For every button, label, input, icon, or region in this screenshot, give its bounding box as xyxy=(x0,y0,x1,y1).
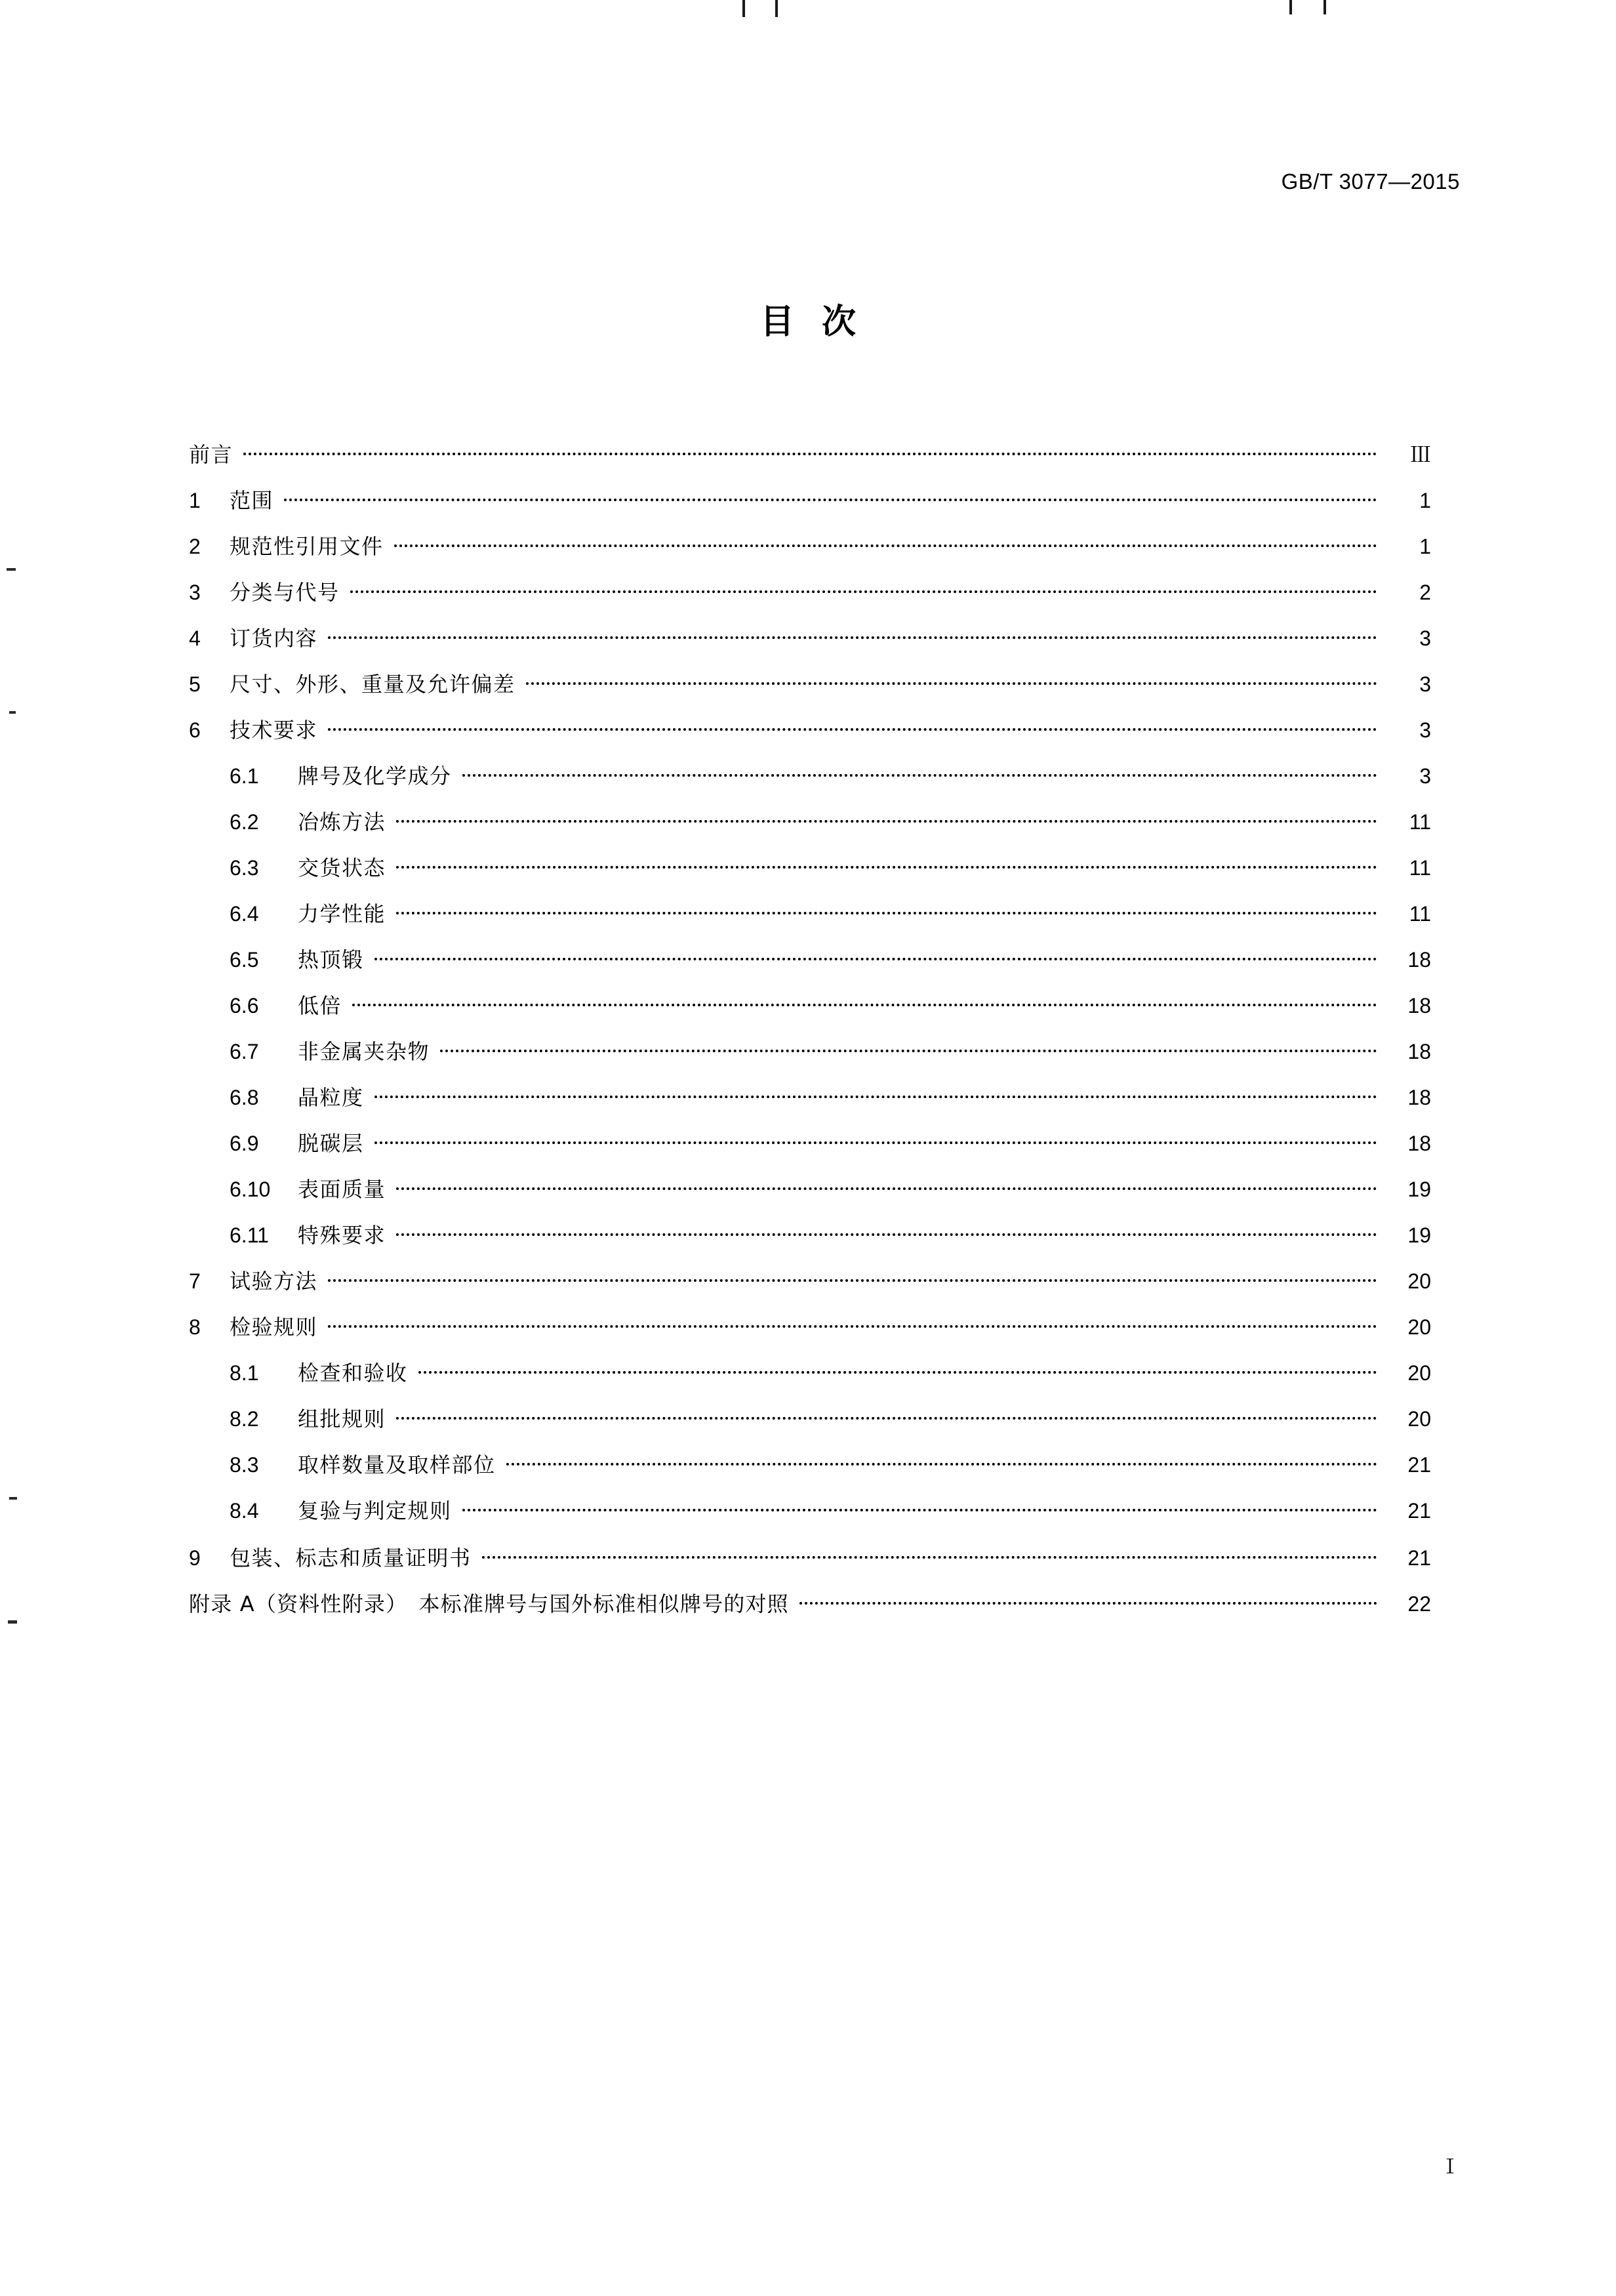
toc-entry-8-4[interactable] xyxy=(189,1497,1431,1543)
leader-dots xyxy=(284,487,1377,508)
toc-entry-label: 取样数量及取样部位 xyxy=(298,1452,496,1477)
footer-page-number: Ⅰ xyxy=(1440,2156,1460,2178)
leader-dots xyxy=(396,808,1377,829)
crop-mark-top-right xyxy=(1289,0,1292,14)
toc-entry-page: 21 xyxy=(1407,1546,1431,1570)
toc-entry-4[interactable] xyxy=(189,625,1431,670)
toc-entry-number: 6 xyxy=(189,718,201,742)
toc-entry-page: 3 xyxy=(1419,718,1431,742)
toc-entry-label: 检验规则 xyxy=(230,1315,318,1340)
toc-entry-page: 1 xyxy=(1419,535,1431,558)
toc-entry-page: 18 xyxy=(1407,948,1431,972)
toc-entry-label: 非金属夹杂物 xyxy=(298,1039,430,1064)
toc-entry-page: 2 xyxy=(1419,581,1431,604)
toc-entry-number: 8.1 xyxy=(230,1361,259,1385)
leader-dots xyxy=(350,579,1377,600)
toc-entry-number: 6.8 xyxy=(230,1086,259,1109)
toc-entry-9[interactable] xyxy=(189,1544,1431,1590)
toc-entry-5[interactable] xyxy=(189,670,1431,716)
toc-entry-page: Ⅲ xyxy=(1409,443,1431,466)
toc-entry-page: 3 xyxy=(1419,626,1431,650)
leader-dots xyxy=(374,1130,1377,1151)
toc-entry-page: 3 xyxy=(1419,764,1431,788)
toc-entry-page: 21 xyxy=(1407,1499,1431,1523)
toc-entry-label: 包装、标志和质量证明书 xyxy=(230,1546,472,1570)
toc-entry-page: 20 xyxy=(1407,1269,1431,1293)
toc-entry-number: 7 xyxy=(189,1269,201,1293)
toc-entry-6-3[interactable] xyxy=(189,854,1431,900)
toc-entry-page: 18 xyxy=(1407,1040,1431,1063)
toc-entry-number: 6.4 xyxy=(230,902,259,926)
toc-entry-page: 11 xyxy=(1409,856,1431,880)
toc-entry-label: 订货内容 xyxy=(230,626,318,651)
toc-entry-number: 2 xyxy=(189,535,201,558)
toc-entry-6-2[interactable] xyxy=(189,808,1431,854)
toc-entry-number: 8.3 xyxy=(230,1453,259,1477)
toc-entry-number: 6.10 xyxy=(230,1178,271,1201)
toc-entry-label: 热顶锻 xyxy=(298,947,364,972)
toc-entry-label: 晶粒度 xyxy=(298,1085,364,1110)
edge-tick-3 xyxy=(9,1497,17,1500)
toc-entry-6-10[interactable] xyxy=(189,1176,1431,1221)
toc-entry-number: 3 xyxy=(189,581,201,604)
leader-dots xyxy=(374,1084,1377,1105)
crop-mark-top-far-right xyxy=(1323,0,1326,14)
toc-entry-6-4[interactable] xyxy=(189,900,1431,946)
toc-entry-6-9[interactable] xyxy=(189,1130,1431,1176)
leader-dots xyxy=(328,625,1377,646)
toc-entry-8[interactable] xyxy=(189,1313,1431,1359)
toc-entry-page: 3 xyxy=(1419,672,1431,696)
toc-entry-6-8[interactable] xyxy=(189,1084,1431,1130)
toc-entry-page: 18 xyxy=(1407,994,1431,1017)
toc-entry-label: 范围 xyxy=(230,488,274,513)
toc-entry-foreword[interactable] xyxy=(189,441,1431,487)
toc-entry-page: 20 xyxy=(1407,1361,1431,1385)
toc-entry-label: 冶炼方法 xyxy=(298,810,386,834)
toc-entry-page: 20 xyxy=(1407,1315,1431,1339)
leader-dots xyxy=(396,1176,1377,1197)
leader-dots xyxy=(352,992,1377,1013)
edge-tick-4 xyxy=(8,1620,17,1624)
leader-dots xyxy=(396,854,1377,875)
toc-entry-label: 复验与判定规则 xyxy=(298,1498,452,1523)
toc-entry-6-1[interactable] xyxy=(189,762,1431,808)
toc-entry-number: 6.11 xyxy=(230,1223,269,1247)
standard-number: GB/T 3077—2015 xyxy=(1281,169,1460,194)
leader-dots xyxy=(506,1451,1377,1472)
toc-entry-number: 6.5 xyxy=(230,948,259,972)
toc-entry-label: 尺寸、外形、重量及允许偏差 xyxy=(230,672,515,697)
toc-entry-3[interactable] xyxy=(189,579,1431,625)
toc-entry-page: 1 xyxy=(1419,489,1431,512)
leader-dots xyxy=(526,670,1377,691)
toc-entry-label: 附录 A（资料性附录） 本标准牌号与国外标准相似牌号的对照 xyxy=(189,1591,789,1616)
toc-entry-label: 低倍 xyxy=(298,993,342,1018)
table-of-contents xyxy=(189,441,1431,1636)
toc-entry-label: 交货状态 xyxy=(298,855,386,880)
leader-dots xyxy=(396,1405,1377,1426)
toc-entry-number: 8.2 xyxy=(230,1407,259,1431)
leader-dots xyxy=(396,1221,1377,1242)
leader-dots xyxy=(328,716,1377,737)
toc-entry-2[interactable] xyxy=(189,533,1431,579)
toc-entry-number: 1 xyxy=(189,489,201,512)
toc-entry-label: 特殊要求 xyxy=(298,1223,386,1248)
toc-entry-number: 6.1 xyxy=(230,764,259,788)
toc-entry-page: 18 xyxy=(1407,1086,1431,1109)
toc-entry-label: 表面质量 xyxy=(298,1177,386,1202)
toc-entry-8-1[interactable] xyxy=(189,1359,1431,1405)
leader-dots xyxy=(462,762,1377,783)
leader-dots xyxy=(418,1359,1377,1380)
toc-entry-number: 5 xyxy=(189,672,201,696)
page-title: 目次 xyxy=(759,302,883,342)
toc-entry-number: 6.6 xyxy=(230,994,259,1017)
toc-entry-page: 18 xyxy=(1407,1132,1431,1155)
leader-dots xyxy=(799,1590,1377,1611)
toc-entry-label: 脱碳层 xyxy=(298,1131,364,1156)
edge-tick-1 xyxy=(7,568,16,571)
toc-entry-6-7[interactable] xyxy=(189,1038,1431,1084)
toc-entry-page: 22 xyxy=(1407,1592,1431,1616)
toc-entry-number: 4 xyxy=(189,626,201,650)
toc-entry-label: 规范性引用文件 xyxy=(230,534,384,559)
leader-dots xyxy=(440,1038,1377,1059)
toc-entry-page: 11 xyxy=(1409,902,1431,926)
toc-entry-page: 11 xyxy=(1409,810,1431,834)
crop-mark-top-mid xyxy=(775,0,778,17)
toc-entry-number: 6.3 xyxy=(230,856,259,880)
leader-dots xyxy=(482,1544,1377,1565)
toc-entry-page: 19 xyxy=(1407,1223,1431,1247)
edge-tick-2 xyxy=(9,711,16,714)
toc-entry-8-3[interactable] xyxy=(189,1451,1431,1497)
crop-mark-top-left xyxy=(742,0,745,17)
toc-entry-number: 6.9 xyxy=(230,1132,259,1155)
leader-dots xyxy=(396,900,1377,921)
toc-entry-label: 牌号及化学成分 xyxy=(298,764,452,789)
toc-entry-page: 19 xyxy=(1407,1178,1431,1201)
toc-entry-page: 20 xyxy=(1407,1407,1431,1431)
toc-entry-6-5[interactable] xyxy=(189,946,1431,992)
leader-dots xyxy=(328,1313,1377,1334)
toc-entry-6-11[interactable] xyxy=(189,1221,1431,1267)
toc-entry-number: 6.7 xyxy=(230,1040,259,1063)
toc-entry-label: 前言 xyxy=(189,442,233,467)
leader-dots xyxy=(328,1267,1377,1288)
toc-entry-label: 组批规则 xyxy=(298,1406,386,1431)
toc-entry-8-2[interactable] xyxy=(189,1405,1431,1451)
toc-entry-number: 6.2 xyxy=(230,810,259,834)
leader-dots xyxy=(243,441,1377,462)
toc-entry-label: 试验方法 xyxy=(230,1269,318,1294)
toc-entry-1[interactable] xyxy=(189,487,1431,533)
toc-entry-label: 力学性能 xyxy=(298,901,386,926)
toc-entry-label: 检查和验收 xyxy=(298,1361,408,1385)
toc-entry-number: 8 xyxy=(189,1315,201,1339)
toc-entry-6-6[interactable] xyxy=(189,992,1431,1038)
toc-entry-label: 技术要求 xyxy=(230,718,318,743)
leader-dots xyxy=(394,533,1377,554)
toc-entry-7[interactable] xyxy=(189,1267,1431,1313)
toc-entry-page: 21 xyxy=(1407,1453,1431,1477)
leader-dots xyxy=(374,946,1377,967)
toc-entry-number: 9 xyxy=(189,1546,201,1570)
toc-entry-label: 分类与代号 xyxy=(230,580,340,605)
toc-entry-appendix-a[interactable] xyxy=(189,1590,1431,1636)
toc-entry-number: 8.4 xyxy=(230,1499,259,1523)
leader-dots xyxy=(462,1497,1377,1518)
toc-entry-6[interactable] xyxy=(189,716,1431,762)
